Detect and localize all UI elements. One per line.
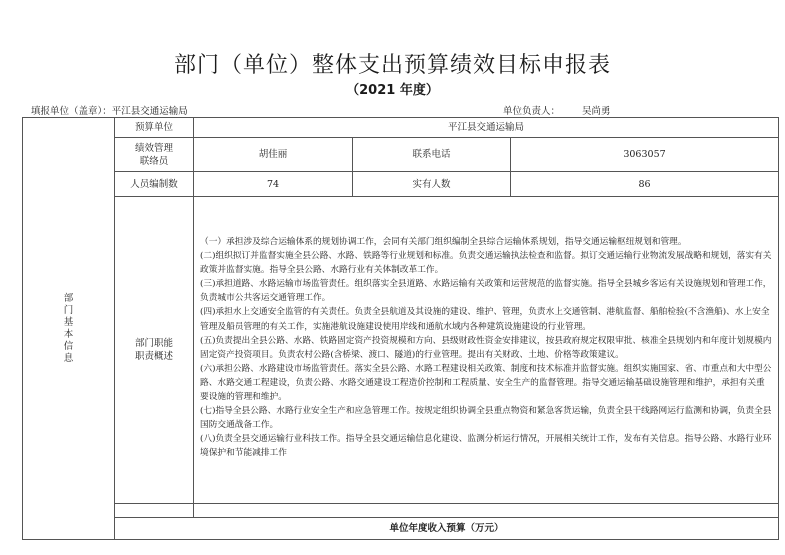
filing-unit-value: 平江县交通运输局: [111, 106, 188, 117]
liaison-label: [115, 138, 194, 172]
page-title: 部门（单位）整体支出预算绩效目标申报表: [173, 53, 611, 78]
staff-quota-label: 人员编制数: [115, 172, 194, 197]
duty-item: (四)承担水上交通安全监管的有关责任。负责全县航道及其设施的建设、维护、管理，负责水上交通管制、港航监督、船舶检验(不含渔船)、水上安全管理及船员管理的有关工作，实施港航设施建设使用岸线和通航水域内各种建筑设施建设的行业管理。: [200, 307, 770, 332]
actual-staff-value: 86: [511, 172, 779, 197]
duty-item: (七)指导全县公路、水路行业安全生产和应急管理工作。按规定组织协调全县重点物资和紧急客货运输，负责全县干线路网运行监测和协调，负责全县国防交通战备工作。: [200, 406, 772, 431]
duties-label-line2: 职责概述: [134, 351, 173, 362]
unit-leader-value: 吴尚勇: [582, 106, 611, 117]
liaison-name: 胡佳丽: [194, 138, 353, 172]
duty-item: (八)负责全县交通运输行业科技工作。指导全县交通运输信息化建设、监测分析运行情况，开展相关统计工作，发布有关信息。指导公路、水路行业环境保护和节能减排工作: [200, 434, 772, 459]
filing-unit: [31, 103, 188, 117]
liaison-label-line1: 绩效管理: [134, 142, 173, 154]
unit-leader-label: 单位负责人：: [503, 106, 561, 117]
phone-label: 联系电话: [353, 138, 511, 172]
blank-cell: [194, 504, 779, 518]
table-row: [23, 118, 779, 138]
section-label-cell: [23, 118, 115, 540]
duty-item: (三)承担道路、水路运输市场监管责任。组织落实全县道路、水路运输有关政策和运营规范的监督实施。指导全县城乡客运有关设施规划和管理工作，负责城市公共客运交通管理工作。: [200, 279, 772, 304]
table-row: [23, 138, 779, 172]
table-row: [23, 197, 779, 504]
annual-income-budget-label: 单位年度收入预算（万元）: [115, 518, 779, 540]
budget-unit-value: 平江县交通运输局: [194, 118, 779, 138]
liaison-label-line2: 联络员: [139, 155, 169, 167]
duty-item: （一）承担涉及综合运输体系的规划协调工作，会同有关部门组织编制全县综合运输体系规划，指导交通运输枢纽规划和管理。: [200, 237, 687, 247]
duties-label: [115, 197, 194, 504]
table-row: [23, 518, 779, 540]
blank-cell: [115, 504, 194, 518]
table-row: [23, 172, 779, 197]
duty-item: (二)组织拟订并监督实施全县公路、水路、铁路等行业规划和标准。负责交通运输执法检查和监督。拟订交通运输行业物流发展战略和规划，落实有关政策并监督实施。指导全县公路、水路行业有关体制改革工作。: [200, 251, 772, 276]
duties-label-line1: 部门职能: [134, 338, 173, 349]
staff-quota-value: 74: [194, 172, 353, 197]
filing-unit-label: 填报单位（盖章）：: [31, 106, 112, 117]
unit-leader: [503, 103, 611, 117]
budget-unit-label: 预算单位: [115, 118, 194, 138]
duties-content: [194, 197, 779, 504]
section-label: 部门基本信息: [63, 292, 74, 364]
duty-item: (六)承担公路、水路建设市场监管责任。落实全县公路、水路工程建设相关政策、制度和技术标准并监督实施。组织实施国家、省、市重点和大中型公路、水路交通工程建设，负责公路、水路交通建设工程造价控制和工程质量、安全生产的监督管理。指导交通运输基础设施管理和维护，承担有关重要设施的管理和维护。: [200, 363, 772, 403]
phone-value: 3063057: [511, 138, 779, 172]
budget-target-table: [22, 117, 779, 540]
actual-staff-label: 实有人数: [353, 172, 511, 197]
table-row: [23, 504, 779, 518]
year-subtitle: （2021 年度）: [346, 83, 439, 98]
duty-item: (五)负责提出全县公路、水路、铁路固定资产投资规模和方向、县级财政性资金安排建议，按县政府规定权限审批、核准全县规划内和年度计划规模内固定资产投资项目。负责农村公路(含桥梁、渡口、隧道)的行业管理。提出有关财政、土地、价格等政策建议。: [200, 335, 772, 360]
